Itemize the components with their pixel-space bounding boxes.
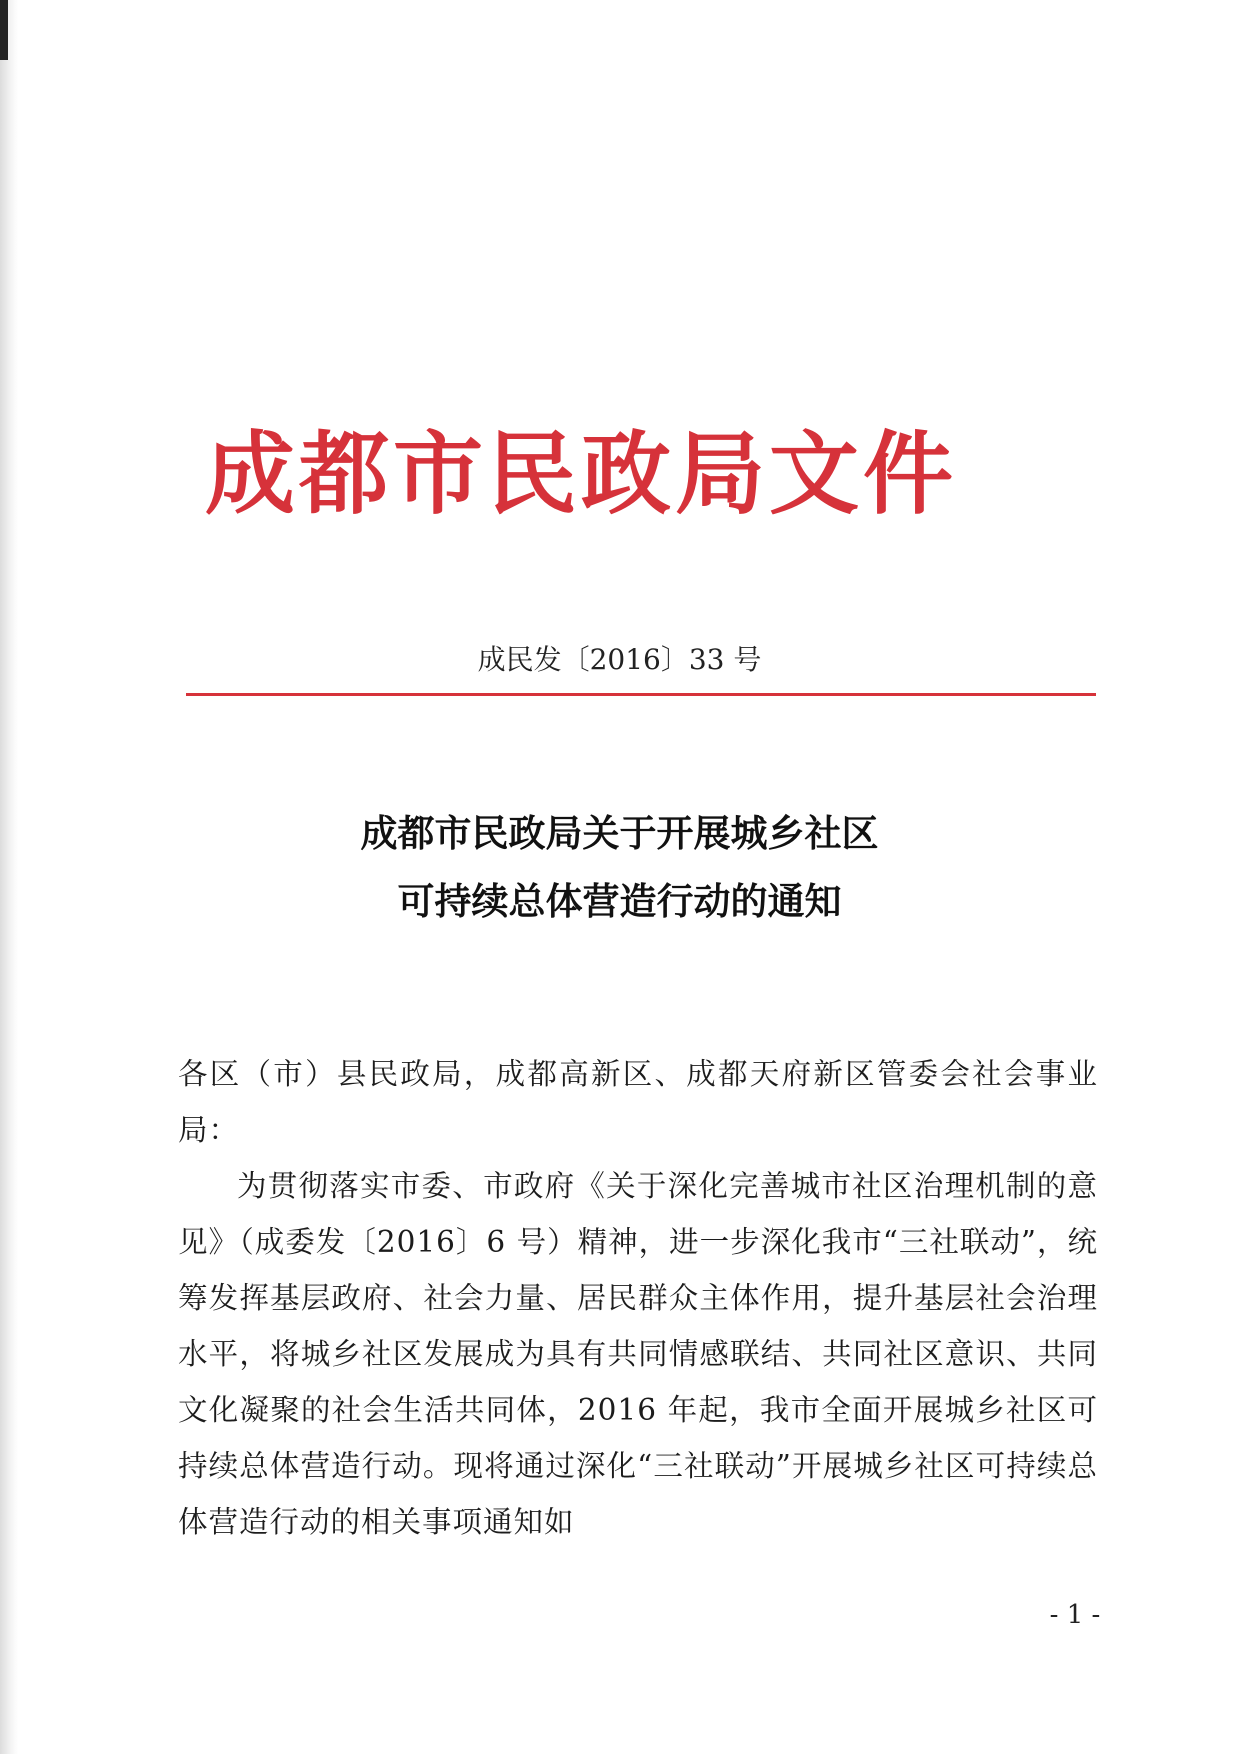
scan-corner-mark xyxy=(0,0,8,60)
addressee: 各区（市）县民政局，成都高新区、成都天府新区管委会社会事业局： xyxy=(178,1057,1098,1147)
page-number: - 1 - xyxy=(1049,1600,1101,1630)
document-header-title: 成都市民政局文件 xyxy=(205,422,957,527)
red-divider-line xyxy=(186,693,1096,696)
document-number: 成民发〔2016〕33 号 xyxy=(477,643,762,676)
document-body xyxy=(178,1046,1098,1550)
notice-title xyxy=(0,800,1239,936)
notice-title-line-2: 可持续总体营造行动的通知 xyxy=(397,880,842,923)
body-paragraph: 为贯彻落实市委、市政府《关于深化完善城市社区治理机制的意见》（成委发〔2016〕6 号）精神，进一步深化我市“三社联动”，统筹发挥基层政府、社会力量、居民群众主体作用，提升基层社会治理水平，将城乡社区发展成为具有共同情感联结、共同社区意识、共同文化凝聚的社会生活共同体，2016 年起，我市全面开展城乡社区可持续总体营造行动。现将通过深化“三社联动”开展城乡社区可持续总体营造行动的相关事项通知如 xyxy=(178,1169,1098,1539)
notice-title-line-1: 成都市民政局关于开展城乡社区 xyxy=(360,812,879,855)
